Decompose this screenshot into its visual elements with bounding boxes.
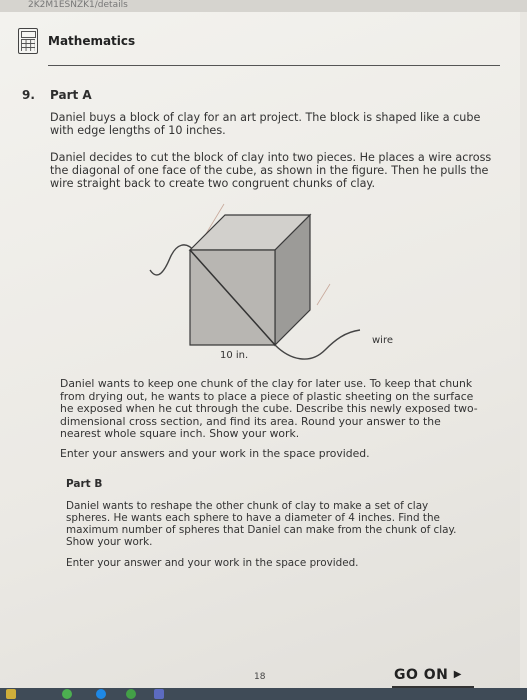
part-a-paragraph-1: Daniel buys a block of clay for an art project. The block is shaped like a cube with edge lengths of 10 inches. — [50, 111, 481, 137]
taskbar-app-icon-1[interactable] — [6, 689, 16, 699]
part-b-instruction: Enter your answer and your work in the space provided. — [66, 557, 359, 569]
guide-line-right — [317, 284, 330, 305]
edge-length-label: 10 in. — [220, 350, 249, 361]
part-b-paragraph: Daniel wants to reshape the other chunk of clay to make a set of clay spheres. He wants each sphere to have a diameter of 4 inches. Find the maximum number of spheres that Daniel can make from the chunk of clay. Show your work. — [66, 500, 457, 548]
part-a-label: Part A — [50, 88, 92, 102]
part-b-label: Part B — [66, 478, 103, 490]
question-number: 9. — [22, 88, 35, 102]
page-number: 18 — [254, 672, 266, 682]
part-a-paragraph-2: Daniel decides to cut the block of clay into two pieces. He places a wire across the diagonal of one face of the cube, as shown in the figure. Then he pulls the wire straight back to create two congruent chunks of clay. — [50, 151, 492, 190]
cube-figure — [140, 200, 420, 380]
wire-left — [150, 245, 195, 275]
header-divider — [48, 65, 500, 66]
arrow-right-icon: ▶ — [453, 669, 462, 680]
go-on-text: GO ON — [394, 667, 449, 683]
taskbar-app-icon-5[interactable] — [154, 689, 164, 699]
cube-wire-diagram — [140, 200, 420, 380]
edge-browser-icon[interactable] — [96, 689, 106, 699]
part-a-instruction: Enter your answers and your work in the space provided. — [60, 447, 370, 460]
page-header — [18, 26, 502, 66]
part-a-paragraph-3: Daniel wants to keep one chunk of the clay for later use. To keep that chunk from drying out, he wants to place a piece of plastic sheeting on the surface he exposed when he cut through the cube. Describe this newly exposed two-dimensional cross section, and find its area. Round your answer to the nearest whole square inch. Show your work. — [60, 377, 478, 440]
calculator-icon — [18, 28, 38, 54]
xbox-icon[interactable] — [62, 689, 72, 699]
wire-right — [275, 330, 360, 359]
subject-title: Mathematics — [48, 34, 136, 48]
spotify-icon[interactable] — [126, 689, 136, 699]
taskbar — [0, 688, 527, 700]
go-on-indicator — [394, 667, 462, 683]
wire-label: wire — [372, 335, 394, 346]
url-bar: 2K2M1ESNZK1/details — [0, 0, 527, 12]
